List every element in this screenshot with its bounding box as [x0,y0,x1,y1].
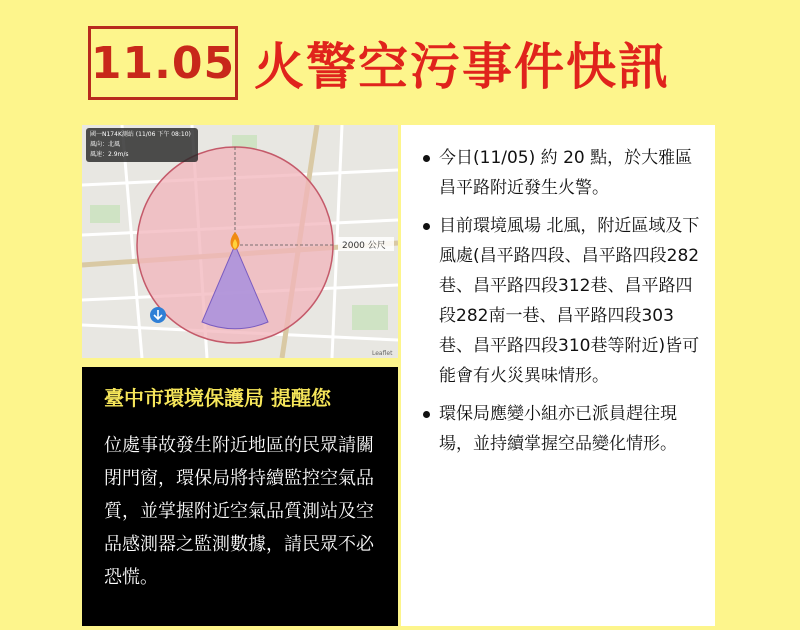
bullet-icon [423,155,430,162]
bullet-icon [423,223,430,230]
wind-info-panel [86,128,198,162]
bullet-icon [423,411,430,418]
reminder-title: 臺中市環境保護局 提醒您 [104,386,331,410]
news-item-text: 今日(11/05) 約 20 點，於大雅區昌平路附近發生火警。 [439,148,693,198]
news-panel [401,125,715,626]
date-box [88,26,238,100]
event-date: 11.05 [90,37,236,89]
wind-station: 國一N174K測站 (11/06 下午 08:10) [90,131,191,138]
scale-label: 2000 公尺 [342,241,386,251]
news-item [423,211,701,391]
title-row [88,20,670,106]
reminder-body: 位處事故發生附近地區的民眾請關閉門窗，環保局將持續監控空氣品質，並掌握附近空氣品質測站及空品感測器之監測數據，請民眾不必恐慌。 [104,435,374,588]
reminder-panel [82,367,398,626]
page-title: 火警空污事件快訊 [254,38,670,96]
location-pin-icon[interactable] [150,307,166,323]
news-item-text: 環保局應變小組亦已派員趕往現場，並持續掌握空品變化情形。 [439,404,677,454]
news-list [423,143,701,459]
map-attribution[interactable]: Leaflet [372,350,393,357]
wind-direction: 風向：北風 [90,141,121,148]
news-item [423,143,701,203]
incident-map[interactable] [82,125,398,358]
news-item [423,399,701,459]
news-item-text: 目前環境風場 北風，附近區域及下風處(昌平路四段、昌平路四段282巷、昌平路四段312巷、昌平路四段282南一巷、昌平路四段303巷、昌平路四段310巷等附近)皆可能會有火災異味情形。 [439,216,700,386]
wind-speed: 風速：2.9m/s [90,151,129,158]
